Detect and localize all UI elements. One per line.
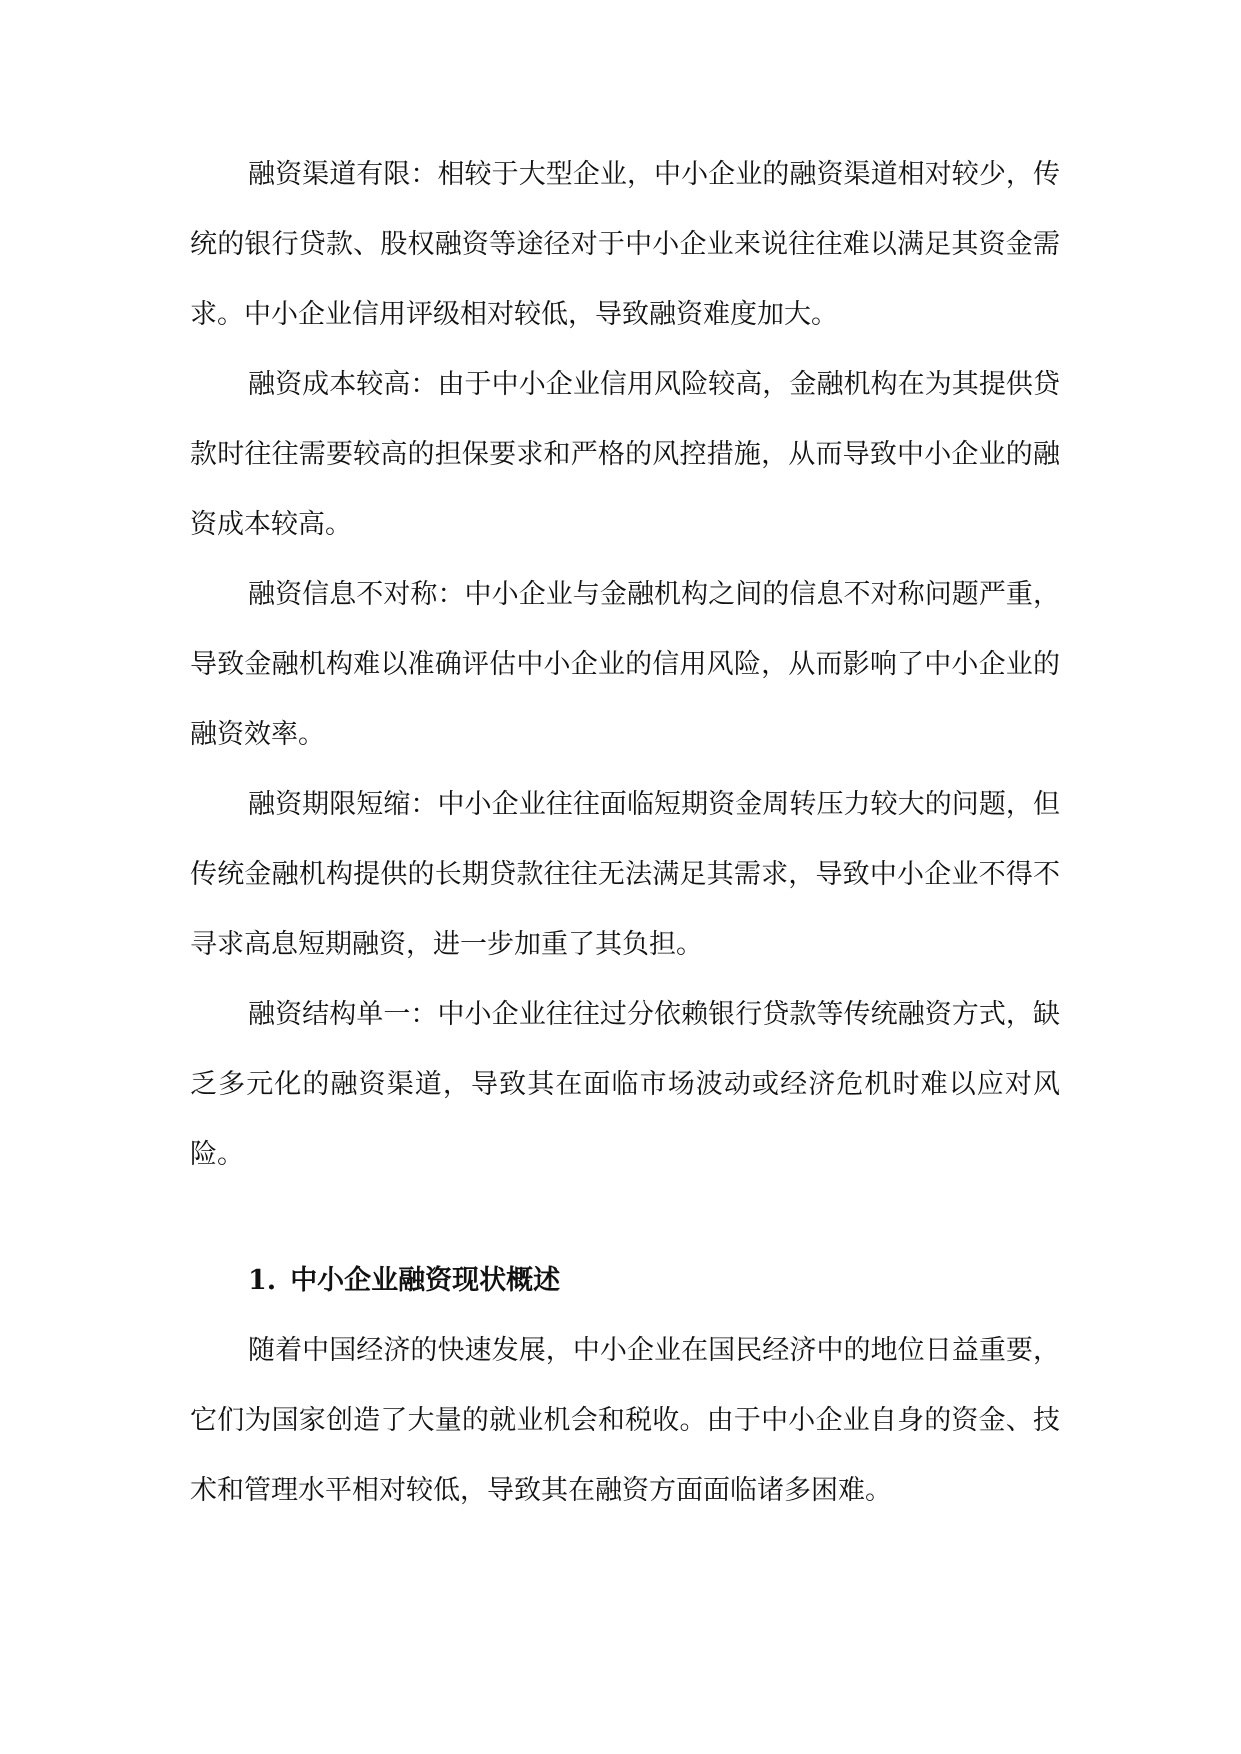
paragraph-financing-term: 融资期限短缩：中小企业往往面临短期资金周转压力较大的问题，但传统金融机构提供的长期贷款往往无法满足其需求，导致中小企业不得不寻求高息短期融资，进一步加重了其负担。 bbox=[190, 789, 1060, 960]
section-number: 1. bbox=[248, 1265, 277, 1296]
section-title: 中小企业融资现状概述 bbox=[290, 1265, 561, 1296]
paragraph-overview: 随着中国经济的快速发展，中小企业在国民经济中的地位日益重要，它们为国家创造了大量的就业机会和税收。由于中小企业自身的资金、技术和管理水平相对较低，导致其在融资方面面临诸多困难。 bbox=[190, 1335, 1060, 1506]
paragraph-financing-cost: 融资成本较高：由于中小企业信用风险较高，金融机构在为其提供贷款时往往需要较高的担保要求和严格的风控措施，从而导致中小企业的融资成本较高。 bbox=[190, 369, 1060, 540]
paragraph-financing-channels: 融资渠道有限：相较于大型企业，中小企业的融资渠道相对较少，传统的银行贷款、股权融资等途径对于中小企业来说往往难以满足其资金需求。中小企业信用评级相对较低，导致融资难度加大。 bbox=[190, 159, 1060, 330]
document-body bbox=[190, 140, 1060, 1526]
paragraph-financing-structure: 融资结构单一：中小企业往往过分依赖银行贷款等传统融资方式，缺乏多元化的融资渠道，导致其在面临市场波动或经济危机时难以应对风险。 bbox=[190, 999, 1060, 1170]
paragraph-information-asymmetry: 融资信息不对称：中小企业与金融机构之间的信息不对称问题严重，导致金融机构难以准确评估中小企业的信用风险，从而影响了中小企业的融资效率。 bbox=[190, 579, 1060, 750]
section-heading bbox=[190, 1246, 1060, 1316]
